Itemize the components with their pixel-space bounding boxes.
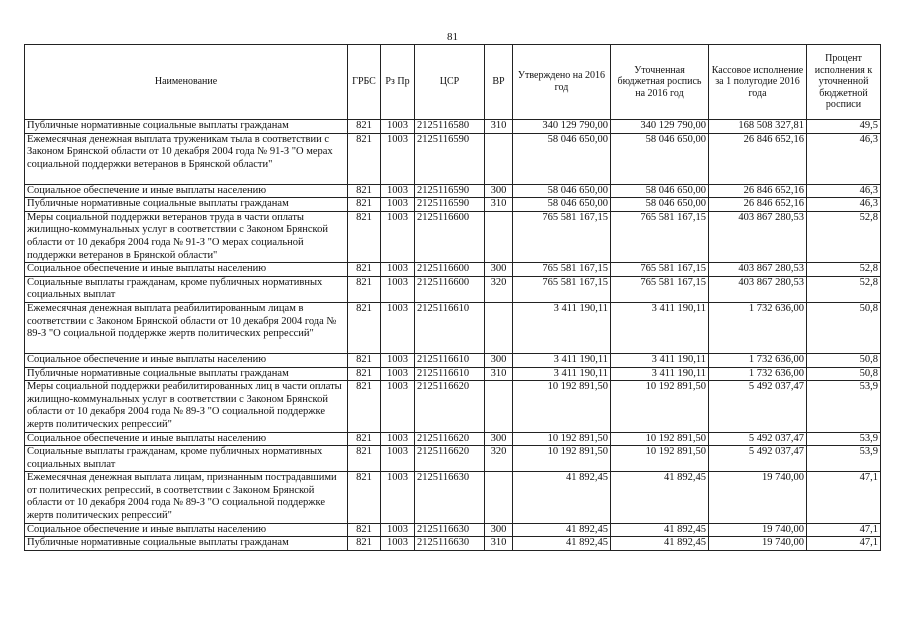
row-approved: 58 046 650,00	[513, 184, 611, 198]
header-name: Наименование	[25, 45, 348, 120]
header-csr: ЦСР	[415, 45, 485, 120]
row-rzpr: 1003	[381, 381, 415, 432]
row-name: Социальное обеспечение и иные выплаты населению	[25, 353, 348, 367]
row-refined: 10 192 891,50	[611, 446, 709, 472]
row-refined: 10 192 891,50	[611, 432, 709, 446]
table-row	[25, 446, 881, 472]
row-cash: 168 508 327,81	[709, 120, 807, 134]
row-rzpr: 1003	[381, 198, 415, 212]
row-approved: 3 411 190,11	[513, 367, 611, 381]
row-vr: 300	[485, 353, 513, 367]
row-percent: 50,8	[807, 302, 881, 353]
row-name: Ежемесячная денежная выплата лицам, признанным пострадавшими от политических репрессий, в соответствии с Законом Брянской области от 10 декабря 2004 года № 89-З "О социальной поддержке жертв политических репрессий"	[25, 472, 348, 523]
row-csr: 2125116600	[415, 263, 485, 277]
row-csr: 2125116580	[415, 120, 485, 134]
row-cash: 19 740,00	[709, 472, 807, 523]
row-refined: 58 046 650,00	[611, 133, 709, 184]
row-vr	[485, 472, 513, 523]
row-percent: 53,9	[807, 381, 881, 432]
row-vr: 320	[485, 276, 513, 302]
header-grbs: ГРБС	[348, 45, 381, 120]
table-row	[25, 302, 881, 353]
row-refined: 41 892,45	[611, 523, 709, 537]
table-row	[25, 432, 881, 446]
row-vr: 300	[485, 263, 513, 277]
row-grbs: 821	[348, 523, 381, 537]
row-cash: 403 867 280,53	[709, 263, 807, 277]
row-approved: 765 581 167,15	[513, 211, 611, 262]
row-cash: 26 846 652,16	[709, 184, 807, 198]
row-csr: 2125116590	[415, 198, 485, 212]
table-row	[25, 184, 881, 198]
row-vr: 320	[485, 446, 513, 472]
row-percent: 46,3	[807, 184, 881, 198]
table-body	[25, 120, 881, 551]
row-rzpr: 1003	[381, 446, 415, 472]
row-approved: 58 046 650,00	[513, 133, 611, 184]
table-row	[25, 276, 881, 302]
table-row	[25, 198, 881, 212]
table-row	[25, 537, 881, 551]
row-name: Меры социальной поддержки реабилитированных лиц в части оплаты жилищно-коммунальных услуг в соответствии с Законом Брянской области от 10 декабря 2004 года № 89-З "О социальной поддержке жертв политических репрессий"	[25, 381, 348, 432]
row-grbs: 821	[348, 263, 381, 277]
header-rzpr: Рз Пр	[381, 45, 415, 120]
row-name: Социальные выплаты гражданам, кроме публичных нормативных социальных выплат	[25, 446, 348, 472]
table-row	[25, 120, 881, 134]
row-csr: 2125116590	[415, 133, 485, 184]
row-approved: 41 892,45	[513, 537, 611, 551]
row-vr	[485, 211, 513, 262]
budget-table	[24, 44, 881, 551]
row-name: Публичные нормативные социальные выплаты гражданам	[25, 367, 348, 381]
row-csr: 2125116600	[415, 276, 485, 302]
header-vr: ВР	[485, 45, 513, 120]
row-cash: 5 492 037,47	[709, 446, 807, 472]
row-grbs: 821	[348, 353, 381, 367]
row-approved: 765 581 167,15	[513, 263, 611, 277]
row-cash: 26 846 652,16	[709, 133, 807, 184]
row-csr: 2125116610	[415, 302, 485, 353]
row-cash: 1 732 636,00	[709, 367, 807, 381]
row-name: Социальное обеспечение и иные выплаты населению	[25, 263, 348, 277]
row-percent: 50,8	[807, 367, 881, 381]
page-number: 81	[447, 31, 458, 43]
row-name: Публичные нормативные социальные выплаты гражданам	[25, 120, 348, 134]
row-percent: 53,9	[807, 432, 881, 446]
row-rzpr: 1003	[381, 537, 415, 551]
table-row	[25, 523, 881, 537]
row-percent: 47,1	[807, 523, 881, 537]
row-cash: 1 732 636,00	[709, 302, 807, 353]
row-grbs: 821	[348, 472, 381, 523]
row-refined: 10 192 891,50	[611, 381, 709, 432]
row-approved: 58 046 650,00	[513, 198, 611, 212]
row-rzpr: 1003	[381, 472, 415, 523]
row-csr: 2125116620	[415, 446, 485, 472]
row-percent: 47,1	[807, 537, 881, 551]
row-vr: 310	[485, 198, 513, 212]
row-percent: 49,5	[807, 120, 881, 134]
row-refined: 765 581 167,15	[611, 263, 709, 277]
row-approved: 765 581 167,15	[513, 276, 611, 302]
header-approved: Утверждено на 2016 год	[513, 45, 611, 120]
row-approved: 10 192 891,50	[513, 432, 611, 446]
row-name: Социальное обеспечение и иные выплаты населению	[25, 184, 348, 198]
row-csr: 2125116590	[415, 184, 485, 198]
row-rzpr: 1003	[381, 120, 415, 134]
row-grbs: 821	[348, 198, 381, 212]
row-cash: 5 492 037,47	[709, 432, 807, 446]
row-approved: 3 411 190,11	[513, 353, 611, 367]
row-grbs: 821	[348, 446, 381, 472]
row-vr: 300	[485, 184, 513, 198]
row-vr: 310	[485, 537, 513, 551]
row-percent: 52,8	[807, 211, 881, 262]
row-cash: 5 492 037,47	[709, 381, 807, 432]
row-grbs: 821	[348, 276, 381, 302]
row-refined: 765 581 167,15	[611, 211, 709, 262]
row-percent: 53,9	[807, 446, 881, 472]
row-refined: 41 892,45	[611, 537, 709, 551]
row-refined: 58 046 650,00	[611, 198, 709, 212]
row-approved: 41 892,45	[513, 472, 611, 523]
header-percent: Процент исполнения к уточненной бюджетной росписи	[807, 45, 881, 120]
table-row	[25, 353, 881, 367]
table-row	[25, 263, 881, 277]
row-csr: 2125116600	[415, 211, 485, 262]
row-name: Меры социальной поддержки ветеранов труда в части оплаты жилищно-коммунальных услуг в соответствии с Законом Брянской области от 10 декабря 2004 года № 91-З "О мерах социальной поддержки ветеранов в Брянской области"	[25, 211, 348, 262]
row-name: Ежемесячная денежная выплата труженикам тыла в соответствии с Законом Брянской области от 10 декабря 2004 года № 91-З "О мерах социальной поддержки ветеранов в Брянской области"	[25, 133, 348, 184]
table-row	[25, 472, 881, 523]
row-rzpr: 1003	[381, 302, 415, 353]
row-approved: 340 129 790,00	[513, 120, 611, 134]
row-cash: 1 732 636,00	[709, 353, 807, 367]
row-vr: 300	[485, 432, 513, 446]
row-rzpr: 1003	[381, 432, 415, 446]
row-rzpr: 1003	[381, 523, 415, 537]
row-grbs: 821	[348, 432, 381, 446]
row-vr: 300	[485, 523, 513, 537]
row-name: Публичные нормативные социальные выплаты гражданам	[25, 537, 348, 551]
row-cash: 403 867 280,53	[709, 276, 807, 302]
row-rzpr: 1003	[381, 353, 415, 367]
row-refined: 3 411 190,11	[611, 367, 709, 381]
row-rzpr: 1003	[381, 133, 415, 184]
row-percent: 52,8	[807, 263, 881, 277]
row-grbs: 821	[348, 381, 381, 432]
row-percent: 52,8	[807, 276, 881, 302]
row-name: Социальное обеспечение и иные выплаты населению	[25, 523, 348, 537]
row-grbs: 821	[348, 367, 381, 381]
row-percent: 47,1	[807, 472, 881, 523]
row-cash: 19 740,00	[709, 537, 807, 551]
row-name: Социальное обеспечение и иные выплаты населению	[25, 432, 348, 446]
row-cash: 19 740,00	[709, 523, 807, 537]
row-cash: 26 846 652,16	[709, 198, 807, 212]
row-percent: 50,8	[807, 353, 881, 367]
row-grbs: 821	[348, 211, 381, 262]
header-refined: Уточненная бюджетная роспись на 2016 год	[611, 45, 709, 120]
row-rzpr: 1003	[381, 263, 415, 277]
row-approved: 41 892,45	[513, 523, 611, 537]
row-csr: 2125116630	[415, 537, 485, 551]
row-refined: 41 892,45	[611, 472, 709, 523]
row-refined: 58 046 650,00	[611, 184, 709, 198]
table-row	[25, 211, 881, 262]
row-vr: 310	[485, 367, 513, 381]
header-row	[25, 45, 881, 120]
row-refined: 3 411 190,11	[611, 302, 709, 353]
header-cash: Кассовое исполнение за 1 полугодие 2016 года	[709, 45, 807, 120]
row-grbs: 821	[348, 302, 381, 353]
row-percent: 46,3	[807, 133, 881, 184]
row-csr: 2125116610	[415, 367, 485, 381]
table-row	[25, 367, 881, 381]
row-rzpr: 1003	[381, 367, 415, 381]
row-name: Публичные нормативные социальные выплаты гражданам	[25, 198, 348, 212]
row-rzpr: 1003	[381, 211, 415, 262]
row-name: Социальные выплаты гражданам, кроме публичных нормативных социальных выплат	[25, 276, 348, 302]
table-row	[25, 381, 881, 432]
row-grbs: 821	[348, 120, 381, 134]
row-approved: 10 192 891,50	[513, 446, 611, 472]
row-grbs: 821	[348, 537, 381, 551]
row-refined: 3 411 190,11	[611, 353, 709, 367]
row-rzpr: 1003	[381, 184, 415, 198]
row-percent: 46,3	[807, 198, 881, 212]
row-csr: 2125116630	[415, 523, 485, 537]
row-approved: 10 192 891,50	[513, 381, 611, 432]
row-approved: 3 411 190,11	[513, 302, 611, 353]
row-csr: 2125116620	[415, 381, 485, 432]
row-csr: 2125116630	[415, 472, 485, 523]
row-csr: 2125116610	[415, 353, 485, 367]
row-cash: 403 867 280,53	[709, 211, 807, 262]
row-grbs: 821	[348, 133, 381, 184]
row-refined: 765 581 167,15	[611, 276, 709, 302]
row-vr	[485, 133, 513, 184]
row-csr: 2125116620	[415, 432, 485, 446]
row-refined: 340 129 790,00	[611, 120, 709, 134]
row-rzpr: 1003	[381, 276, 415, 302]
row-vr	[485, 381, 513, 432]
row-grbs: 821	[348, 184, 381, 198]
row-vr: 310	[485, 120, 513, 134]
row-vr	[485, 302, 513, 353]
row-name: Ежемесячная денежная выплата реабилитированным лицам в соответствии с Законом Брянской области от 10 декабря 2004 года № 89-З "О социальной поддержке жертв политических репрессий"	[25, 302, 348, 353]
table-row	[25, 133, 881, 184]
